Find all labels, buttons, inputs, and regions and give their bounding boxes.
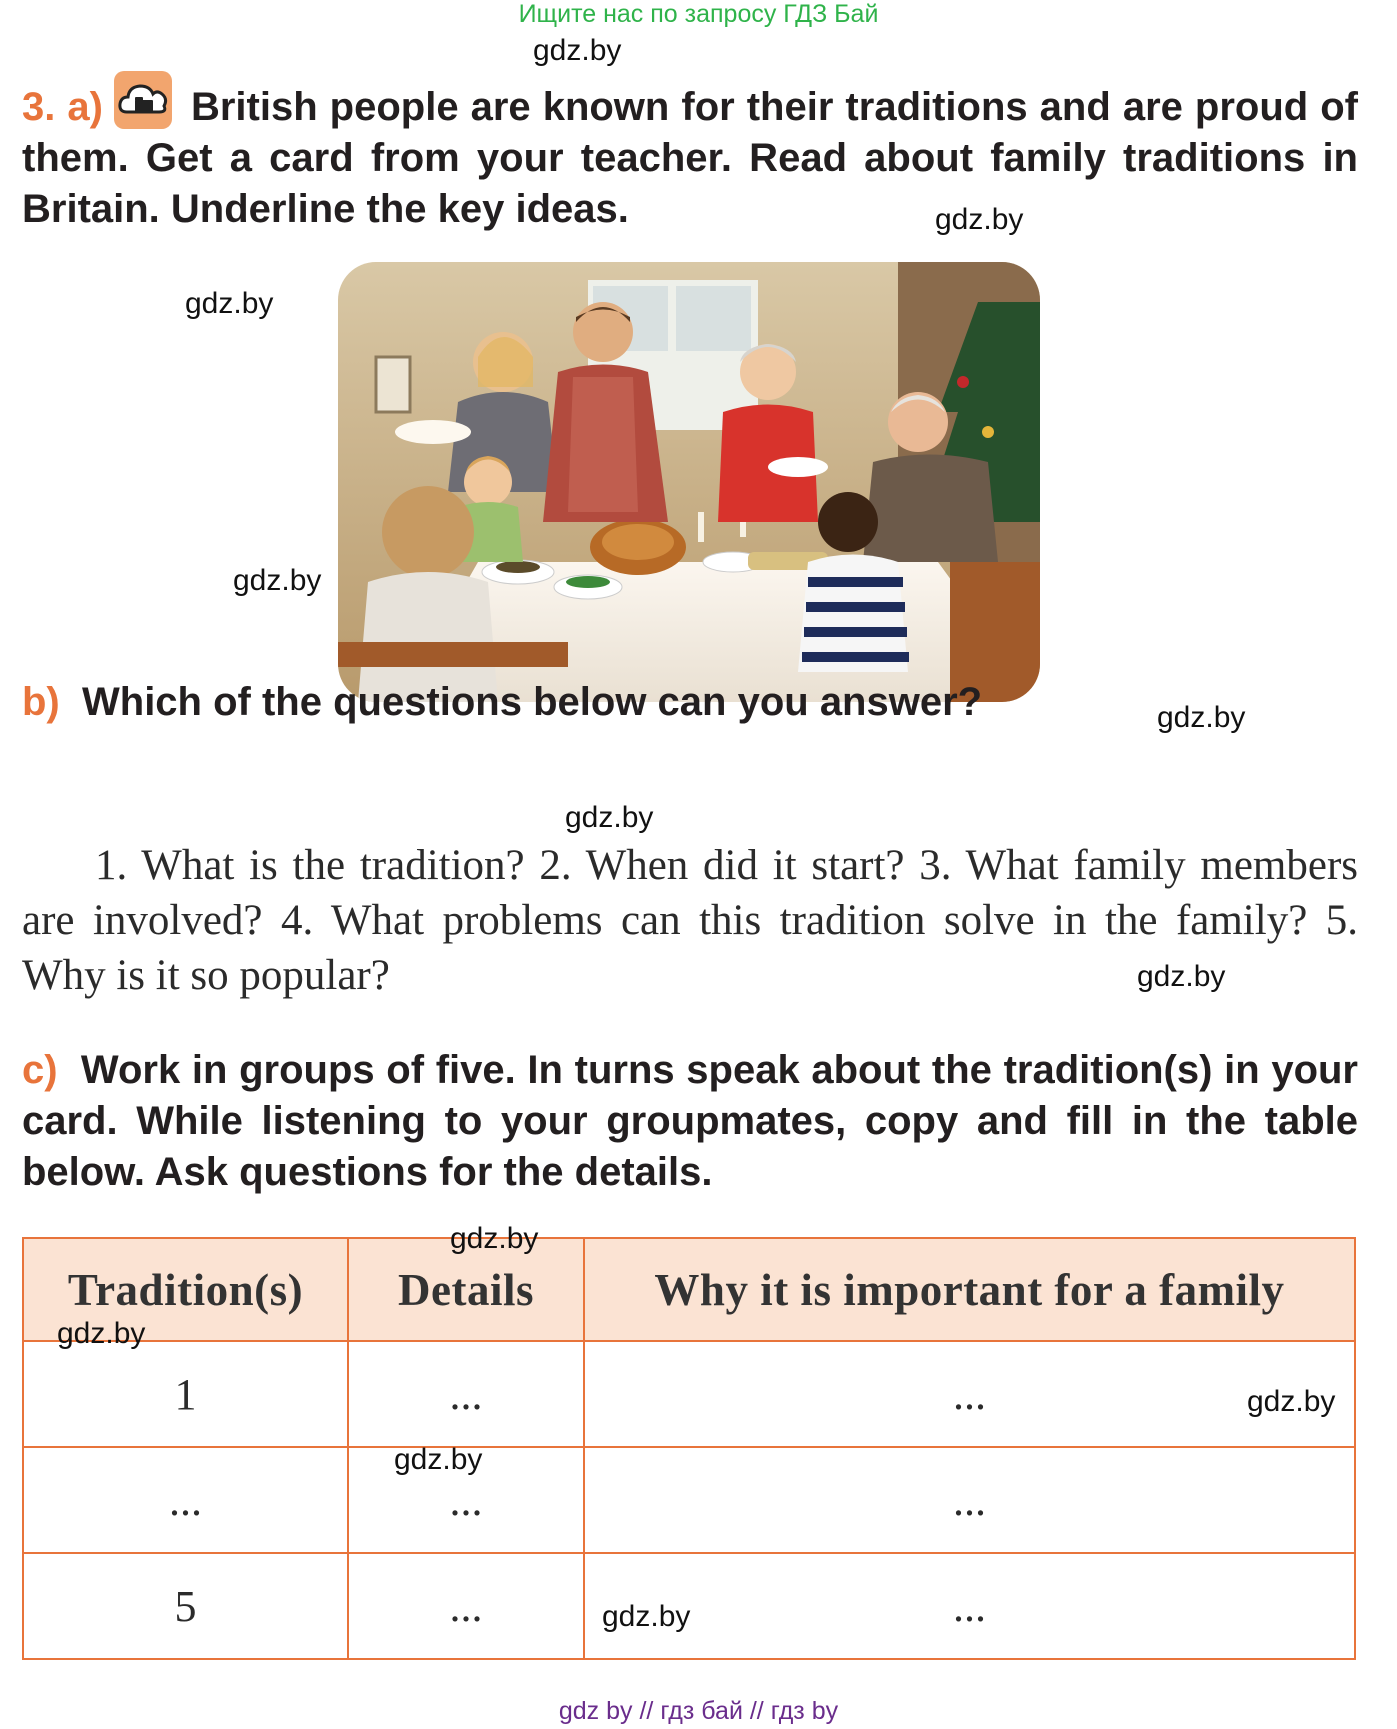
watermark: gdz.by: [935, 203, 1024, 236]
traditions-table: [22, 1237, 1356, 1660]
table-cell-why: ...: [584, 1341, 1355, 1447]
task-number: 3.: [22, 85, 56, 129]
table-cell-details: ...: [348, 1447, 584, 1553]
table-header-row: [23, 1238, 1355, 1341]
task-c-label: c): [22, 1048, 58, 1092]
watermark: gdz.by: [57, 1317, 146, 1350]
task-b-text: Which of the questions below can you answer?: [82, 680, 983, 724]
task-b-paragraph: [22, 677, 1358, 728]
table-cell-tradition: ...: [23, 1447, 348, 1553]
table-header-details: Details: [348, 1238, 584, 1341]
task-c-text: Work in groups of five. In turns speak about the tradition(s) in your card. While listening to your groupmates, copy and fill in the table below. Ask questions for the details.: [22, 1048, 1359, 1194]
watermark: gdz.by: [1137, 960, 1226, 993]
table-cell-why: ...: [584, 1447, 1355, 1553]
table-header-traditions: Tradition(s): [23, 1238, 348, 1341]
questions-list: 1. What is the tradition? 2. When did it start? 3. What family members are involved? 4. What problems can this tradition solve in the family? 5. Why is it so popular?: [22, 842, 1358, 999]
task-a-text: British people are known for their traditions and are proud of them. Get a card from your teacher. Read about family traditions in Britain. Underline the key ideas.: [22, 85, 1358, 231]
task-a-paragraph: [22, 70, 1358, 235]
watermark: gdz.by: [565, 801, 654, 834]
task-b-label: b): [22, 680, 60, 724]
watermark: gdz.by: [394, 1443, 483, 1476]
table-cell-tradition: 5: [23, 1553, 348, 1659]
table-header-why-important: Why it is important for a family: [584, 1238, 1355, 1341]
table-cell-details: ...: [348, 1341, 584, 1447]
watermark: gdz.by: [602, 1600, 691, 1633]
table-cell-details: ...: [348, 1553, 584, 1659]
watermark: gdz.by: [185, 287, 274, 320]
watermark: gdz.by: [1157, 701, 1246, 734]
task-c-paragraph: [22, 1045, 1358, 1198]
family-dinner-photo: [338, 262, 1040, 702]
table-row: [23, 1341, 1355, 1447]
task-a-label: a): [67, 85, 103, 129]
table-cell-tradition: 1: [23, 1341, 348, 1447]
watermark: gdz.by: [450, 1222, 539, 1255]
table-cell-why: ...: [584, 1553, 1355, 1659]
cloud-folder-icon: [113, 70, 173, 130]
watermark: gdz.by: [533, 34, 622, 67]
search-banner: Ищите нас по запросу ГДЗ Бай: [518, 0, 879, 28]
footer-links: gdz by // гдз бай // гдз by: [558, 1697, 839, 1725]
table-row: [23, 1447, 1355, 1553]
watermark: gdz.by: [1247, 1385, 1336, 1418]
watermark: gdz.by: [233, 564, 322, 597]
